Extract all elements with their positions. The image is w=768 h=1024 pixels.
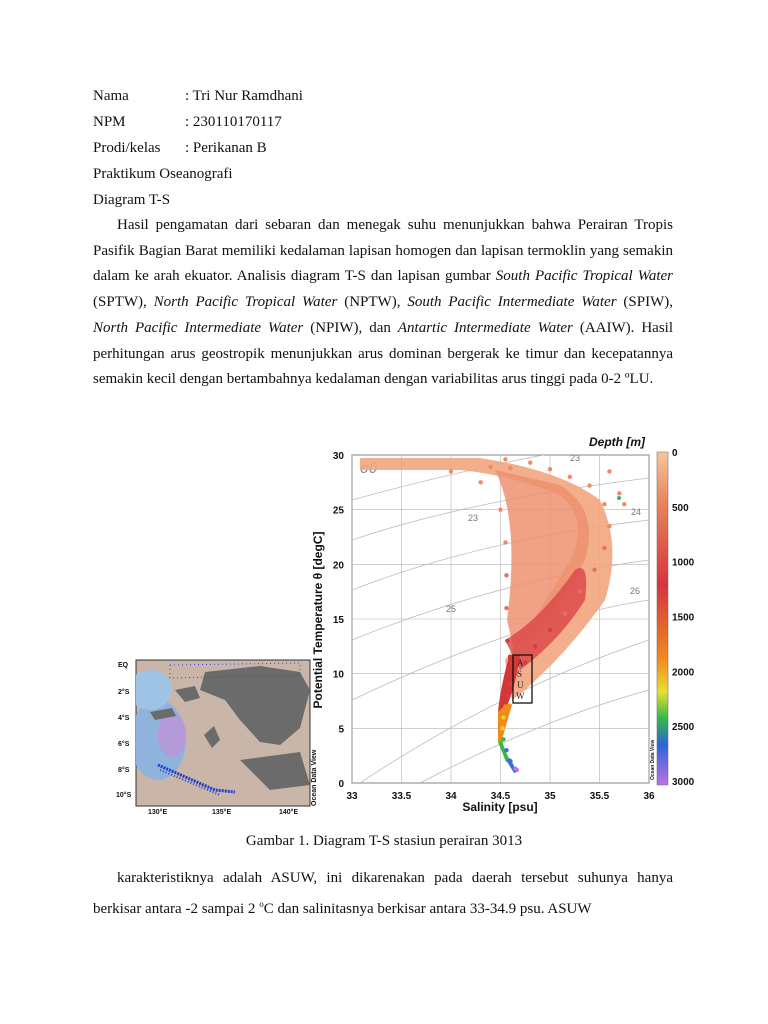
map-lat-label: EQ bbox=[118, 662, 129, 669]
map-lon-label: 140°E bbox=[279, 809, 299, 816]
scatter-point bbox=[622, 502, 626, 506]
npm-label: NPM bbox=[93, 114, 126, 130]
map-lat-label: 8°S bbox=[118, 767, 130, 774]
x-tick-label: 35 bbox=[544, 791, 556, 802]
map-lon-label: 130°E bbox=[148, 809, 168, 816]
scatter-point bbox=[508, 466, 512, 470]
colorbar-label: Depth [m] bbox=[589, 435, 645, 449]
odv-watermark: Ocean Data View bbox=[650, 739, 656, 780]
paragraph-1-text: (NPIW), dan bbox=[303, 319, 398, 336]
colorbar-ticks bbox=[672, 448, 695, 788]
paragraph-2-text: karakteristiknya adalah ASUW, ini dikarenakan pada daerah tersebut suhunya hanya berkisar antara -2 sampai 2 bbox=[93, 870, 673, 917]
map-lat-label: 10°S bbox=[116, 792, 132, 799]
x-tick-label: 34.5 bbox=[490, 791, 511, 802]
x-tick-label: 35.5 bbox=[589, 791, 610, 802]
prodi-value: : Perikanan B bbox=[185, 140, 267, 156]
topic-title: Diagram T-S bbox=[93, 192, 171, 208]
y-tick-label: 30 bbox=[332, 451, 344, 462]
scatter-point bbox=[500, 726, 504, 730]
paragraph-1-text: (NPTW), bbox=[337, 294, 408, 311]
scatter-point bbox=[503, 457, 507, 461]
scatter-point bbox=[504, 748, 508, 752]
nama-value: : Tri Nur Ramdhani bbox=[185, 88, 303, 104]
scatter-point bbox=[508, 759, 512, 763]
paragraph-1-text: (SPTW), bbox=[93, 294, 154, 311]
colorbar-tick-label: 1500 bbox=[672, 612, 695, 624]
scatter-point bbox=[578, 589, 582, 593]
term-nptw: North Pacific Tropical Water bbox=[153, 294, 338, 311]
colorbar-tick-label: 1000 bbox=[672, 557, 695, 569]
scatter-point bbox=[508, 682, 512, 686]
term-spiw: South Pacific Intermediate Water bbox=[407, 294, 617, 311]
figure-caption: Gambar 1. Diagram T-S stasiun perairan 3013 bbox=[245, 833, 523, 849]
x-tick-label: 33 bbox=[346, 791, 358, 802]
map-sea-cool bbox=[158, 713, 186, 757]
map-lat-label: 6°S bbox=[118, 741, 130, 748]
scatter-point bbox=[501, 737, 505, 741]
ts-plot bbox=[311, 435, 695, 814]
scatter-point bbox=[548, 628, 552, 632]
course-title: Praktikum Oseanografi bbox=[93, 166, 233, 182]
y-tick-label: 20 bbox=[332, 560, 344, 572]
map-watermark: Ocean Data View bbox=[311, 749, 318, 806]
scatter-point bbox=[504, 573, 508, 577]
box-letter: W bbox=[516, 691, 525, 701]
term-aaiw: Antartic Intermediate Water bbox=[397, 319, 573, 336]
paragraph-1-text: (AAIW). Hasil perhitungan arus geostropik menunjukkan arus dominan bergerak ke timur dan kecepatannya semakin kecil dengan bertambahnya kedalaman dengan variabilitas arus tinggi pada 0-2 ºLU. bbox=[93, 319, 673, 388]
y-tick-label: 0 bbox=[338, 779, 344, 790]
scatter-point bbox=[533, 644, 537, 648]
colorbar bbox=[657, 452, 668, 785]
nama-label: Nama bbox=[93, 88, 129, 104]
scatter-point bbox=[607, 524, 611, 528]
isopycnal-label: 25 bbox=[446, 604, 457, 614]
box-letter: A bbox=[517, 658, 524, 668]
npm-value: : 230110170117 bbox=[185, 114, 282, 130]
scatter-point bbox=[523, 661, 527, 665]
term-sptw: South Pacific Tropical Water bbox=[495, 268, 674, 285]
colorbar-tick-label: 2500 bbox=[672, 722, 695, 734]
scatter-point bbox=[568, 475, 572, 479]
scatter-point bbox=[449, 469, 453, 473]
isopycnal-label: 23 bbox=[570, 453, 581, 463]
scatter-point bbox=[503, 540, 507, 544]
scatter-point bbox=[503, 704, 507, 708]
scatter-point bbox=[617, 491, 621, 495]
y-axis-label: Potential Temperature θ [degC] bbox=[311, 531, 325, 709]
map-lat-label: 4°S bbox=[118, 715, 130, 722]
colorbar-tick-label: 2000 bbox=[672, 667, 695, 679]
y-tick-label: 10 bbox=[332, 669, 344, 681]
scatter-point bbox=[504, 606, 508, 610]
colorbar-tick-label: 500 bbox=[672, 502, 689, 514]
scatter-point bbox=[587, 483, 591, 487]
x-tick-label: 36 bbox=[643, 791, 655, 802]
degree-superscript: o bbox=[259, 898, 264, 909]
box-letter: S bbox=[517, 669, 523, 679]
scatter-point bbox=[513, 767, 517, 771]
map-inset bbox=[116, 660, 318, 816]
scatter-point bbox=[607, 469, 611, 473]
scatter-point bbox=[505, 639, 509, 643]
prodi-label: Prodi/kelas bbox=[93, 140, 161, 156]
box-letter: U bbox=[517, 680, 524, 690]
scatter-point bbox=[563, 611, 567, 615]
map-sea-cool bbox=[128, 670, 172, 710]
x-tick-label: 33.5 bbox=[391, 791, 412, 802]
y-ticks bbox=[333, 451, 345, 790]
scatter-point bbox=[602, 502, 606, 506]
x-tick-label: 34 bbox=[445, 791, 457, 802]
scatter-point bbox=[479, 480, 483, 484]
isopycnal-label: 24 bbox=[631, 507, 642, 517]
y-tick-label: 25 bbox=[332, 505, 344, 517]
colorbar-tick-label: 3000 bbox=[672, 777, 695, 788]
scatter-point bbox=[488, 465, 492, 469]
map-lon-label: 135°E bbox=[212, 809, 232, 816]
colorbar-tick-label: 0 bbox=[672, 448, 678, 459]
y-tick-label: 5 bbox=[338, 724, 344, 736]
y-tick-label: 15 bbox=[332, 615, 344, 626]
term-npiw: North Pacific Intermediate Water bbox=[93, 319, 304, 336]
scatter-point bbox=[548, 467, 552, 471]
paragraph-1-text: Hasil pengamatan dari sebaran dan menegak suhu menunjukkan bahwa Perairan Tropis Pasifik Bagian Barat memiliki kedalaman lapisan homogen dan lapisan termoklin yang semakin dalam ke arah ekuator. Analisis diagram T-S dan lapisan gumbar bbox=[93, 217, 673, 285]
scatter-point bbox=[498, 507, 502, 511]
scatter-point bbox=[602, 546, 606, 550]
paragraph-1-text: (SPIW), bbox=[616, 294, 674, 311]
x-axis-label: Salinity [psu] bbox=[462, 800, 538, 814]
scatter-point bbox=[506, 693, 510, 697]
isopycnal-label: 26 bbox=[630, 586, 641, 596]
scatter-point bbox=[592, 568, 596, 572]
paragraph-2-text: C dan salinitasnya berkisar antara 33-34.9 psu. ASUW bbox=[263, 900, 592, 917]
scatter-point bbox=[528, 460, 532, 464]
paragraph-2 bbox=[93, 866, 673, 922]
scatter-point bbox=[501, 715, 505, 719]
map-lat-label: 2°S bbox=[118, 689, 130, 696]
isopycnal-label: 23 bbox=[468, 513, 479, 523]
